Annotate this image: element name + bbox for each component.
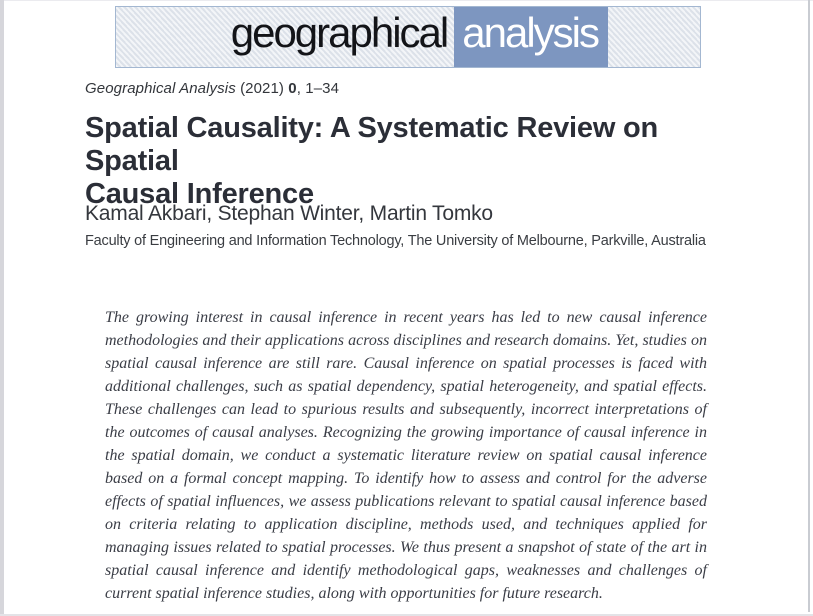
affiliation-line: Faculty of Engineering and Information Technology, The University of Melbourne, Parkville, Australia — [85, 233, 706, 249]
citation-journal-name: Geographical Analysis — [85, 80, 236, 97]
authors-line: Kamal Akbari, Stephan Winter, Martin Tomko — [85, 202, 493, 225]
page-right-edge — [808, 0, 810, 612]
paper-title-line-1: Spatial Causality: A Systematic Review on Spatial — [85, 112, 659, 177]
paper-title-line-2: Causal Inference — [85, 178, 314, 210]
paper-title — [85, 112, 745, 211]
banner-spacer — [116, 7, 231, 67]
page-left-edge — [0, 0, 4, 616]
journal-logo-geographical: geographical — [230, 9, 448, 56]
journal-banner — [115, 6, 701, 68]
citation-volume: 0 — [288, 80, 297, 97]
citation-pages: , 1–34 — [296, 80, 340, 97]
citation-line — [85, 80, 339, 97]
citation-year: (2021) — [235, 80, 289, 97]
journal-logo-analysis: analysis — [454, 7, 608, 67]
abstract-text: The growing interest in causal inference in recent years has led to new causal inference methodologies and their applications across disciplines and research domains. Yet, studies on spatial causal inference are still rare. Causal inference on spatial processes is faced with additional challenges, such as spatial dependency, spatial heterogeneity, and spatial effects. These challenges can lead to spurious results and subsequently, incorrect interpretations of the outcomes of causal analyses. Recognizing the growing importance of causal inference in the spatial domain, we conduct a systematic literature review on spatial causal inference based on a formal concept mapping. To identify how to assess and control for the adverse effects of spatial influences, we assess publications relevant to spatial causal inference based on criteria relating to application discipline, methods used, and techniques applied for managing issues related to spatial processes. We thus present a snapshot of state of the art in spatial causal inference and identify methodological gaps, weaknesses and challenges of current spatial inference studies, along with opportunities for future research. — [105, 309, 707, 602]
banner-spacer — [608, 7, 700, 67]
page-top-edge — [0, 0, 813, 1]
